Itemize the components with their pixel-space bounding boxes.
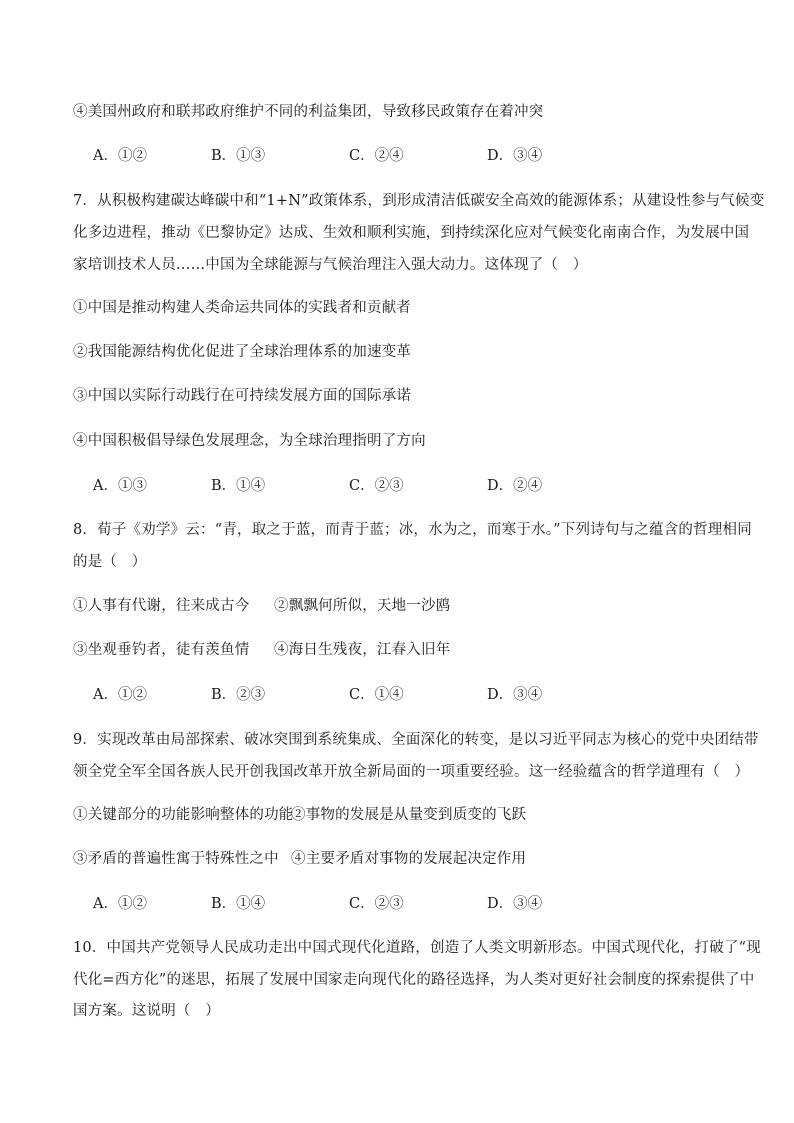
q8-option-a: A．①②	[93, 687, 147, 703]
q10-stem-line-3: 国方案。这说明（ ）	[73, 1003, 220, 1019]
q7-option-a: A．①③	[93, 478, 147, 494]
q9-statements-row-1	[73, 805, 733, 825]
q8-statement-2: ②飘飘何所似，天地一沙鸥	[274, 598, 451, 614]
q8-option-d: D．③④	[487, 687, 543, 703]
q7-statement-2: ②我国能源结构优化促进了全球治理体系的加速变革	[73, 344, 412, 360]
q10-stem-line-2: 代化=西方化”的迷思，拓展了发展中国家走向现代化的路径选择，为人类对更好社会制度的探索提供了中	[73, 972, 755, 988]
q7-statement-4: ④中国积极倡导绿色发展理念，为全球治理指明了方向	[73, 433, 426, 449]
q10-stem-line-1: 10．中国共产党领导人民成功走出中国式现代化道路，创造了人类文明新形态。中国式现代化，打破了“现	[73, 940, 761, 956]
q9-statement-1: ①关键部分的功能影响整体的功能	[73, 807, 294, 823]
q7-statement-1: ①中国是推动构建人类命运共同体的实践者和贡献者	[73, 300, 412, 316]
q6-statement-4: ④美国州政府和联邦政府维护不同的利益集团，导致移民政策存在着冲突	[73, 104, 544, 120]
q8-stem-line-2: 的是（ ）	[73, 554, 147, 570]
q6-option-d: D．③④	[487, 148, 543, 164]
q9-statement-3: ③矛盾的普遍性寓于特殊性之中	[73, 851, 279, 867]
q9-option-c: C．②③	[349, 896, 404, 912]
q7-option-c: C．②③	[349, 478, 404, 494]
q9-statements-row-2	[73, 849, 733, 869]
q7-option-d: D．②④	[487, 478, 543, 494]
q7-stem-line-3: 家培训技术人员……中国为全球能源与气候治理注入强大动力。这体现了（ ）	[73, 257, 588, 273]
q8-option-c: C．①④	[349, 687, 404, 703]
q8-statement-1: ①人事有代谢，往来成古今	[73, 598, 250, 614]
q9-option-a: A．①②	[93, 896, 147, 912]
q8-statement-3: ③坐观垂钓者，徒有羡鱼情	[73, 642, 250, 658]
q9-statement-4: ④主要矛盾对事物的发展起决定作用	[291, 851, 527, 867]
q9-option-d: D．③④	[487, 896, 543, 912]
q8-option-b: B．②③	[211, 687, 266, 703]
q6-option-b: B．①③	[211, 148, 266, 164]
q6-options	[93, 146, 733, 166]
q7-statement-3: ③中国以实际行动践行在可持续发展方面的国际承诺	[73, 388, 412, 404]
q7-stem-line-1: 7．从积极构建碳达峰碳中和“1+N”政策体系，到形成清洁低碳安全高效的能源体系；从建设性参与气候变	[73, 193, 765, 209]
q8-stem-line-1: 8．荀子《劝学》云：“青，取之于蓝，而青于蓝；冰，水为之，而寒于水。”下列诗句与之蕴含的哲理相同	[73, 522, 752, 538]
q9-statement-2: ②事物的发展是从量变到质变的飞跃	[291, 807, 527, 823]
q8-statements-row-1	[73, 596, 733, 616]
q9-option-b: B．①④	[211, 896, 266, 912]
q9-stem-line-2: 领全党全军全国各族人民开创我国改革开放全新局面的一项重要经验。这一经验蕴含的哲学道理有（ ）	[73, 764, 750, 780]
q9-stem-line-1: 9．实现改革由局部探索、破冰突围到系统集成、全面深化的转变，是以习近平同志为核心的党中央团结带	[73, 732, 759, 748]
q8-statements-row-2	[73, 640, 733, 660]
q7-options	[93, 476, 733, 496]
q8-statement-4: ④海日生残夜，江春入旧年	[274, 642, 451, 658]
q7-stem-line-2: 化多边进程，推动《巴黎协定》达成、生效和顺利实施，到持续深化应对气候变化南南合作，为发展中国	[73, 225, 750, 241]
q8-options	[93, 685, 733, 705]
q9-options	[93, 894, 733, 914]
q7-option-b: B．①④	[211, 478, 266, 494]
q6-option-a: A．①②	[93, 148, 147, 164]
q6-option-c: C．②④	[349, 148, 404, 164]
